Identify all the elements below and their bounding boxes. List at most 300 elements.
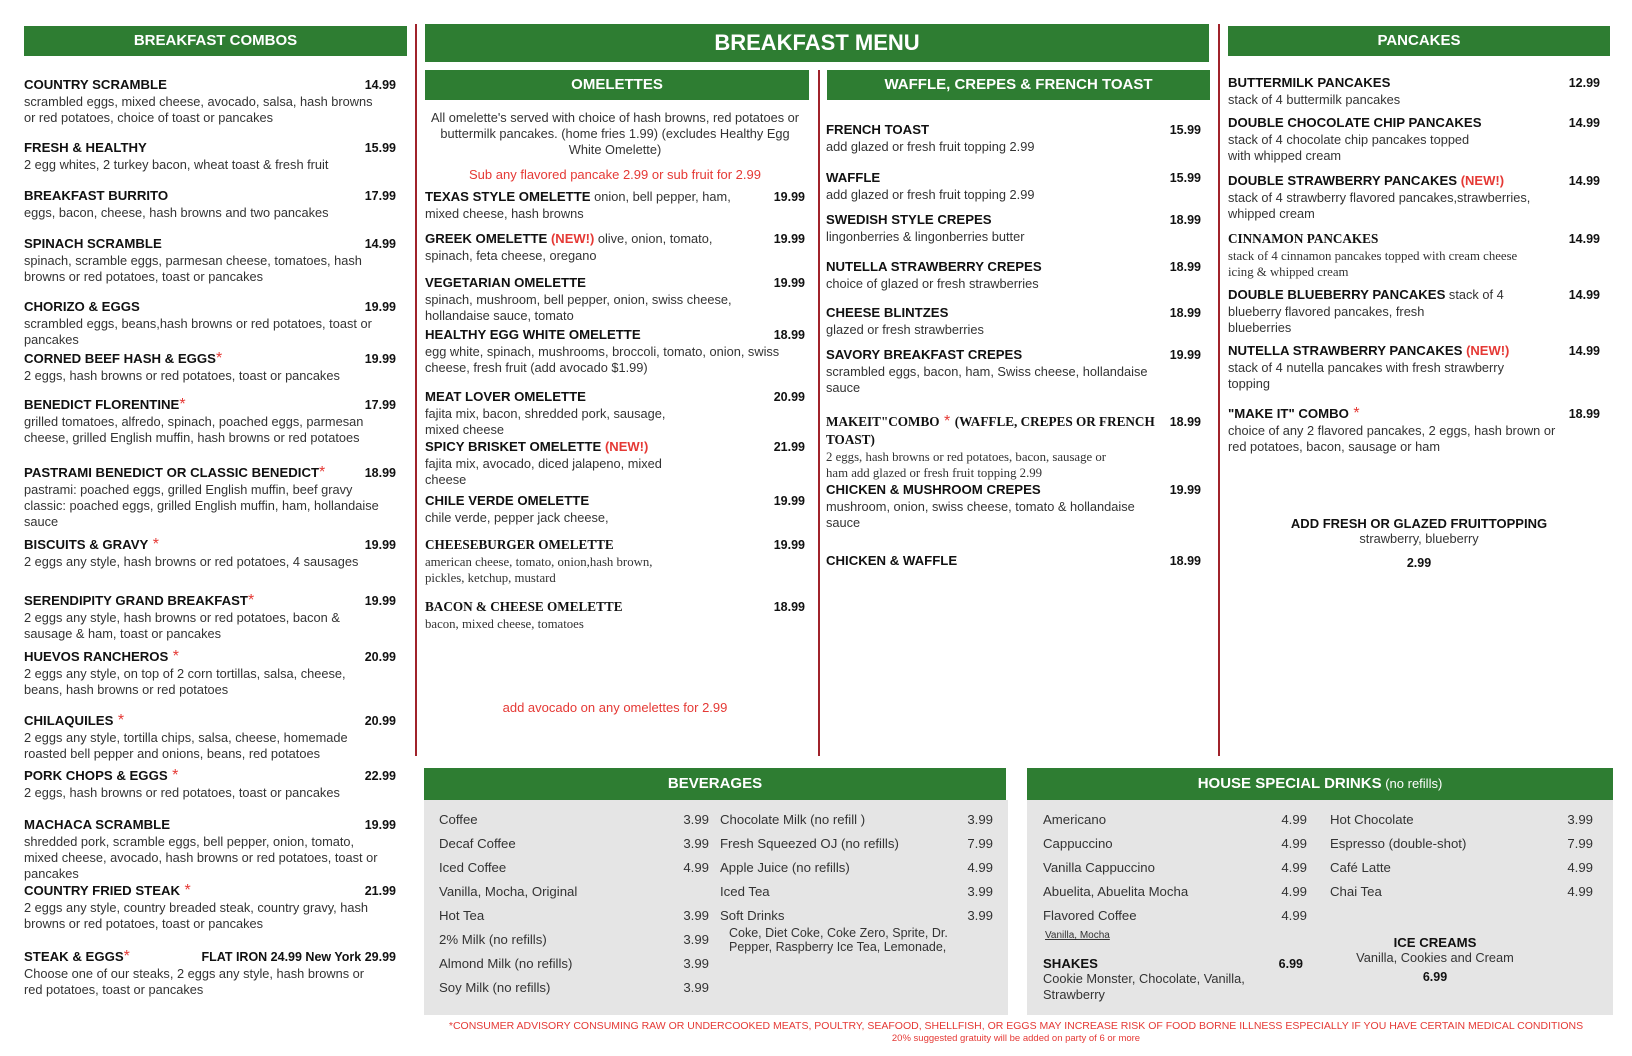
menu-item-desc: add glazed or fresh fruit topping 2.99 xyxy=(826,187,1035,202)
beverage-row xyxy=(439,884,709,899)
beverage-name: Decaf Coffee xyxy=(439,836,516,851)
shakes-name: SHAKES xyxy=(1043,956,1098,971)
menu-item-name: PASTRAMI BENEDICT OR CLASSIC BENEDICT xyxy=(24,465,320,480)
menu-item-desc: add glazed or fresh fruit topping 2.99 xyxy=(826,139,1035,154)
menu-item-star: * xyxy=(319,464,326,481)
menu-item-desc: Choose one of our steaks, 2 eggs any style, hash browns or red potatoes, toast or pancakes xyxy=(24,966,365,997)
menu-item-row xyxy=(24,76,396,94)
menu-item-title xyxy=(1228,342,1509,360)
beverage-row xyxy=(439,812,709,827)
menu-item-price: 20.99 xyxy=(773,390,805,404)
menu-item xyxy=(24,298,396,348)
menu-item-name: HEALTHY EGG WHITE OMELETTE xyxy=(425,327,641,342)
menu-item xyxy=(1228,405,1600,455)
menu-item-price: 19.99 xyxy=(1169,348,1201,362)
menu-item-price: 14.99 xyxy=(1568,288,1600,302)
menu-item-row xyxy=(1228,342,1600,360)
menu-item-name: NUTELLA STRAWBERRY PANCAKES xyxy=(1228,343,1463,358)
menu-item-name: DOUBLE BLUEBERRY PANCAKES xyxy=(1228,287,1446,302)
beverage-name: Flavored Coffee xyxy=(1043,908,1137,923)
menu-item-desc: lingonberries & lingonberries butter xyxy=(826,229,1025,244)
menu-item-price: 15.99 xyxy=(1169,123,1201,137)
menu-item-title xyxy=(24,350,222,368)
menu-item-price: 20.99 xyxy=(364,650,396,664)
beverage-row xyxy=(439,956,709,971)
menu-item-title xyxy=(24,648,179,666)
house-drink-row xyxy=(1330,836,1593,851)
menu-item-title xyxy=(24,76,167,94)
menu-item-name: TEXAS STYLE OMELETTE xyxy=(425,189,591,204)
menu-item-inline: olive, onion, tomato, xyxy=(594,231,713,246)
menu-item-name: WAFFLE xyxy=(826,170,881,185)
house-drink-row xyxy=(1330,812,1593,827)
menu-item-title xyxy=(24,882,191,900)
beverage-row xyxy=(439,908,709,923)
menu-item xyxy=(826,552,1201,570)
menu-item-star: * xyxy=(179,396,186,413)
menu-item-row xyxy=(826,552,1201,570)
menu-item-desc: 2 eggs any style, tortilla chips, salsa, cheese, homemade roasted bell pepper and onions, beans, red potatoes xyxy=(24,730,348,761)
beverage-price: 4.99 xyxy=(1281,884,1307,899)
menu-item-price: 18.99 xyxy=(1169,554,1201,568)
menu-item-desc: 2 eggs any style, hash browns or red potatoes, 4 sausages xyxy=(24,554,359,569)
menu-item-desc: 2 eggs, hash browns or red potatoes, toast or pancakes xyxy=(24,785,340,800)
beverage-name: Almond Milk (no refills) xyxy=(439,956,573,971)
menu-item-star: * xyxy=(215,350,223,367)
omelette-avocado-note: add avocado on any omelettes for 2.99 xyxy=(502,700,728,715)
menu-item-desc: mushroom, onion, swiss cheese, tomato & hollandaise sauce xyxy=(826,499,1135,530)
beverage-name: Apple Juice (no refills) xyxy=(720,860,850,875)
beverage-row xyxy=(720,908,993,923)
beverage-price: 7.99 xyxy=(1567,836,1593,851)
menu-item-row xyxy=(826,304,1201,322)
menu-item-desc: 2 egg whites, 2 turkey bacon, wheat toast & fresh fruit xyxy=(24,157,329,172)
menu-item-title xyxy=(425,492,589,510)
beverage-price: 4.99 xyxy=(1281,860,1307,875)
menu-item-star: * xyxy=(148,536,159,553)
menu-item-desc: mixed cheese, hash browns xyxy=(425,206,584,221)
menu-item-row xyxy=(826,413,1201,449)
menu-item-price: 21.99 xyxy=(364,884,396,898)
menu-item-star: * xyxy=(180,882,191,899)
house-drink-row xyxy=(1330,884,1593,899)
house-drink-row xyxy=(1043,812,1307,827)
menu-item-star: * xyxy=(247,592,255,609)
menu-item-desc: stack of 4 strawberry flavored pancakes,strawberries, whipped cream xyxy=(1228,190,1531,221)
beverage-name: Vanilla Cappuccino xyxy=(1043,860,1155,875)
menu-item-title xyxy=(425,326,641,344)
menu-item-price: 19.99 xyxy=(1169,483,1201,497)
divider-left xyxy=(415,24,417,756)
menu-item-row xyxy=(24,592,396,610)
menu-item-star: * xyxy=(113,712,125,729)
beverage-row xyxy=(720,836,993,851)
menu-item-title xyxy=(826,169,880,187)
menu-item-star: * xyxy=(167,767,179,784)
menu-item-price: 17.99 xyxy=(364,398,396,412)
menu-item-title xyxy=(24,712,124,730)
menu-item-row xyxy=(24,536,396,554)
menu-item-row xyxy=(425,492,805,510)
menu-item-title xyxy=(24,139,147,157)
menu-item-price: 19.99 xyxy=(364,352,396,366)
menu-item-row xyxy=(24,464,396,482)
menu-item-name: BREAKFAST BURRITO xyxy=(24,188,169,203)
menu-item-row xyxy=(1228,230,1600,248)
menu-item-name: CHICKEN & WAFFLE xyxy=(826,553,958,568)
beverage-name: Chai Tea xyxy=(1330,884,1382,899)
beverage-price: 3.99 xyxy=(967,884,993,899)
menu-item-title xyxy=(1228,114,1482,132)
menu-item-price: 19.99 xyxy=(364,538,396,552)
menu-item xyxy=(425,598,805,632)
menu-item-name: SWEDISH STYLE CREPES xyxy=(826,212,992,227)
beverage-row xyxy=(439,860,709,875)
menu-item-desc: chile verde, pepper jack cheese, xyxy=(425,510,609,525)
menu-item xyxy=(826,258,1201,292)
beverage-name: Cappuccino xyxy=(1043,836,1113,851)
beverage-price: 3.99 xyxy=(683,812,709,827)
menu-item xyxy=(24,536,396,570)
divider-right xyxy=(1218,24,1220,756)
menu-item xyxy=(826,481,1201,531)
menu-item xyxy=(24,139,396,173)
menu-item-desc: scrambled eggs, bacon, ham, Swiss cheese, hollandaise sauce xyxy=(826,364,1148,395)
beverage-name: Abuelita, Abuelita Mocha xyxy=(1043,884,1189,899)
menu-title: BREAKFAST MENU xyxy=(425,24,1209,62)
beverage-price: 3.99 xyxy=(967,812,993,827)
menu-item xyxy=(1228,172,1600,222)
menu-item-title xyxy=(24,767,178,785)
menu-item-name: STEAK & EGGS xyxy=(24,949,124,964)
menu-item-name: PORK CHOPS & EGGS xyxy=(24,768,168,783)
menu-item-row xyxy=(826,346,1201,364)
menu-item-price: 17.99 xyxy=(364,189,396,203)
menu-item-star: * xyxy=(168,648,180,665)
menu-item-row xyxy=(425,598,805,616)
menu-item-title xyxy=(1228,74,1390,92)
beverage-row xyxy=(439,932,709,947)
menu-item xyxy=(826,121,1201,155)
menu-item-price: 20.99 xyxy=(364,714,396,728)
menu-item-row xyxy=(24,816,396,834)
menu-item-price: 18.99 xyxy=(1568,407,1600,421)
shakes-price: 6.99 xyxy=(1278,957,1303,971)
menu-item-name: COUNTRY SCRAMBLE xyxy=(24,77,167,92)
menu-item-desc: 2 eggs any style, hash browns or red potatoes, bacon & sausage & ham, toast or pancakes xyxy=(24,610,340,641)
menu-item-name: SPINACH SCRAMBLE xyxy=(24,236,162,251)
menu-item-row xyxy=(24,712,396,730)
menu-item-title xyxy=(1228,230,1378,248)
menu-item-name: BACON & CHEESE OMELETTE xyxy=(425,599,623,614)
menu-item xyxy=(24,350,396,384)
menu-item xyxy=(826,211,1201,245)
menu-item-desc: choice of glazed or fresh strawberries xyxy=(826,276,1039,291)
omelette-sub-note: Sub any flavored pancake 2.99 or sub fruit for 2.99 xyxy=(469,167,761,182)
beverage-price: 3.99 xyxy=(683,932,709,947)
menu-item-desc: 2 eggs, hash browns or red potatoes, bacon, sausage or ham add glazed or fresh fruit topping 2.99 xyxy=(826,450,1107,480)
beverage-name: Iced Coffee xyxy=(439,860,507,875)
menu-item-name: NUTELLA STRAWBERRY CREPES xyxy=(826,259,1042,274)
menu-item xyxy=(24,396,396,446)
fruit-topping-sub: strawberry, blueberry xyxy=(1359,531,1479,546)
menu-item-desc: grilled tomatoes, alfredo, spinach, poached eggs, parmesan cheese, grilled English muffin, hash browns or red potatoes xyxy=(24,414,364,445)
beverage-name: Coffee xyxy=(439,812,478,827)
menu-item-price: 18.99 xyxy=(1169,306,1201,320)
gratuity-note: 20% suggested gratuity will be added on party of 6 or more xyxy=(891,1033,1141,1044)
menu-item-title xyxy=(826,304,948,322)
beverage-name: Fresh Squeezed OJ (no refills) xyxy=(720,836,899,851)
menu-item-price: 18.99 xyxy=(773,328,805,342)
menu-item-name: CHILE VERDE OMELETTE xyxy=(425,493,590,508)
menu-item xyxy=(826,169,1201,203)
omelette-intro: All omelette's served with choice of hash browns, red potatoes or buttermilk pancakes. (home fries 1.99) (excludes Healthy Egg White Omelette) xyxy=(430,110,800,157)
menu-item-row xyxy=(826,169,1201,187)
menu-item-desc: 2 eggs any style, country breaded steak, country gravy, hash browns or red potatoes, toast or pancakes xyxy=(24,900,369,931)
beverage-row xyxy=(720,884,993,899)
menu-item-price: 19.99 xyxy=(773,276,805,290)
menu-item-desc: shredded pork, scramble eggs, bell pepper, onion, tomato, mixed cheese, avocado, hash browns or red potatoes, toast or pancakes xyxy=(24,834,378,881)
menu-item-new-tag: (NEW!) xyxy=(601,439,649,454)
ice-creams-price: 6.99 xyxy=(1422,970,1448,984)
menu-item-title xyxy=(24,235,162,253)
menu-item xyxy=(425,230,805,264)
menu-item-desc: pastrami: poached eggs, grilled English muffin, beef gravy classic: poached eggs, grilled English muffin, ham, hollandaise sauce xyxy=(24,482,379,529)
menu-item-price: 14.99 xyxy=(1568,174,1600,188)
menu-item-name: MEAT LOVER OMELETTE xyxy=(425,389,586,404)
menu-item-price: 15.99 xyxy=(364,141,396,155)
menu-item-desc: glazed or fresh strawberries xyxy=(826,322,984,337)
menu-item xyxy=(826,346,1201,396)
house-drink-row xyxy=(1043,860,1307,875)
menu-item-name: SERENDIPITY GRAND BREAKFAST xyxy=(24,593,248,608)
menu-item-price: 19.99 xyxy=(773,494,805,508)
shakes xyxy=(1043,956,1303,1003)
menu-item-row xyxy=(24,187,396,205)
beverage-price: 3.99 xyxy=(683,908,709,923)
menu-item-name: CHEESE BLINTZES xyxy=(826,305,949,320)
menu-item-title xyxy=(1228,405,1360,423)
menu-item-name: HUEVOS RANCHEROS xyxy=(24,649,169,664)
beverage-price: 3.99 xyxy=(683,956,709,971)
consumer-advisory: *CONSUMER ADVISORY CONSUMING RAW OR UNDERCOOKED MEATS, POULTRY, SEAFOOD, SHELLFISH, OR EGGS MAY INCREASE RISK OF FOOD BORNE ILLNESS ESPECIALLY IF YOU HAVE CERTAIN MEDICAL CONDITIONS xyxy=(448,1020,1584,1032)
menu-item xyxy=(24,464,396,530)
waffles-header: WAFFLE, CREPES & FRENCH TOAST xyxy=(827,70,1210,100)
house-drink-row xyxy=(1043,836,1307,851)
shakes-desc: Cookie Monster, Chocolate, Vanilla, Strawberry xyxy=(1043,971,1245,1002)
house-drink-row xyxy=(1043,884,1307,899)
menu-item-price: 18.99 xyxy=(364,466,396,480)
menu-item-row xyxy=(1228,74,1600,92)
menu-item-name: MAKEIT"COMBO xyxy=(826,414,940,429)
house-drink-row xyxy=(1043,908,1307,923)
menu-item-title xyxy=(24,187,168,205)
menu-item xyxy=(425,492,805,526)
menu-item-desc: stack of 4 cinnamon pancakes topped with cream cheese icing & whipped cream xyxy=(1228,249,1518,279)
menu-item-desc: eggs, bacon, cheese, hash browns and two pancakes xyxy=(24,205,329,220)
menu-item-price: 18.99 xyxy=(1169,213,1201,227)
menu-item xyxy=(425,274,805,324)
menu-item-price: 22.99 xyxy=(364,769,396,783)
menu-item-price: FLAT IRON 24.99 New York 29.99 xyxy=(201,950,396,964)
menu-item-name: CHORIZO & EGGS xyxy=(24,299,140,314)
beverage-name: Café Latte xyxy=(1330,860,1391,875)
beverage-name: Chocolate Milk (no refill ) xyxy=(720,812,866,827)
menu-item-row xyxy=(24,767,396,785)
beverage-price: 3.99 xyxy=(683,980,709,995)
beverage-price: 7.99 xyxy=(967,836,993,851)
beverage-row xyxy=(720,860,993,875)
soft-drinks-desc: Coke, Diet Coke, Coke Zero, Sprite, Dr. Pepper, Raspberry Ice Tea, Lemonade, xyxy=(729,926,948,954)
menu-item-price: 14.99 xyxy=(1568,344,1600,358)
menu-item-row xyxy=(425,438,805,456)
menu-item-title xyxy=(425,230,712,248)
beverage-name: Espresso (double-shot) xyxy=(1330,836,1467,851)
menu-item xyxy=(24,76,396,126)
menu-item-desc: scrambled eggs, beans,hash browns or red potatoes, toast or pancakes xyxy=(24,316,372,347)
menu-item-row xyxy=(1228,114,1600,132)
menu-item-desc: spinach, scramble eggs, parmesan cheese, tomatoes, hash browns or red potatoes, toast or pancakes xyxy=(24,253,362,284)
menu-item xyxy=(425,188,805,222)
menu-item-desc: stack of 4 buttermilk pancakes xyxy=(1228,92,1401,107)
menu-item-desc: american cheese, tomato, onion,hash brown, pickles, ketchup, mustard xyxy=(425,555,653,585)
beverage-price: 4.99 xyxy=(1567,884,1593,899)
menu-item-title xyxy=(826,211,992,229)
menu-item-desc: stack of 4 nutella pancakes with fresh strawberry topping xyxy=(1228,360,1504,391)
beverage-price: 3.99 xyxy=(967,908,993,923)
menu-item-new-tag: (NEW!) xyxy=(547,231,595,246)
menu-item-title xyxy=(425,438,648,456)
menu-item-desc: 2 eggs any style, on top of 2 corn tortillas, salsa, cheese, beans, hash browns or red potatoes xyxy=(24,666,346,697)
menu-item-name: FRESH & HEALTHY xyxy=(24,140,147,155)
house-special-subtitle: (no refills) xyxy=(1381,776,1443,791)
menu-item-price: 14.99 xyxy=(364,78,396,92)
menu-item-title xyxy=(425,598,622,616)
menu-item-price: 19.99 xyxy=(773,232,805,246)
ice-creams xyxy=(1335,935,1535,984)
beverage-name: 2% Milk (no refills) xyxy=(439,932,547,947)
menu-item-name: DOUBLE CHOCOLATE CHIP PANCAKES xyxy=(1228,115,1482,130)
menu-item-title xyxy=(24,464,325,482)
menu-item-title xyxy=(24,592,254,610)
menu-item-price: 19.99 xyxy=(773,538,805,552)
menu-item-price: 14.99 xyxy=(1568,232,1600,246)
menu-item xyxy=(425,536,805,586)
beverage-name: Vanilla, Mocha, Original xyxy=(439,884,578,899)
menu-item-row xyxy=(826,211,1201,229)
ice-creams-name: ICE CREAMS xyxy=(1393,935,1477,950)
menu-item-name: BISCUITS & GRAVY xyxy=(24,537,149,552)
menu-item-title xyxy=(826,413,1170,449)
menu-item-row xyxy=(1228,172,1600,190)
menu-item-row xyxy=(24,396,396,414)
menu-item-desc: fajita mix, bacon, shredded pork, sausage, mixed cheese xyxy=(425,406,666,437)
menu-item-title xyxy=(24,396,186,414)
menu-item-name: "MAKE IT" COMBO xyxy=(1228,406,1349,421)
menu-item-title xyxy=(1228,286,1504,304)
menu-item xyxy=(1228,74,1600,108)
beverages-header: BEVERAGES xyxy=(424,768,1006,800)
menu-item-row xyxy=(425,274,805,292)
menu-item xyxy=(826,413,1201,481)
menu-item xyxy=(24,592,396,642)
menu-item xyxy=(24,882,396,932)
menu-item xyxy=(1228,286,1600,336)
house-special-title: HOUSE SPECIAL DRINKS xyxy=(1197,775,1382,792)
menu-item xyxy=(1228,114,1600,164)
menu-item-row xyxy=(24,298,396,316)
menu-item-row xyxy=(425,536,805,554)
menu-item-row xyxy=(425,188,805,206)
menu-item-name: COUNTRY FRIED STEAK xyxy=(24,883,181,898)
menu-item-name: SAVORY BREAKFAST CREPES xyxy=(826,347,1023,362)
beverage-row xyxy=(439,980,709,995)
menu-item-price: 19.99 xyxy=(364,594,396,608)
menu-item xyxy=(425,326,805,376)
menu-item-title xyxy=(24,816,170,834)
menu-item xyxy=(24,235,396,285)
menu-item-name: VEGETARIAN OMELETTE xyxy=(425,275,586,290)
menu-item-title xyxy=(1228,172,1504,190)
beverage-price: 4.99 xyxy=(1281,836,1307,851)
menu-item-star: * xyxy=(123,948,130,965)
flavored-coffee-note: Vanilla, Mocha xyxy=(1045,930,1110,941)
house-drink-row xyxy=(1330,860,1593,875)
menu-item-name: CHICKEN & MUSHROOM CREPES xyxy=(826,482,1041,497)
menu-item-name: CHEESEBURGER OMELETTE xyxy=(425,537,614,552)
menu-item xyxy=(826,304,1201,338)
beverage-name: Hot Tea xyxy=(439,908,485,923)
menu-item-name: FRENCH TOAST xyxy=(826,122,930,137)
menu-item-title xyxy=(425,388,586,406)
menu-item-name: CHILAQUILES xyxy=(24,713,114,728)
menu-item-price: 19.99 xyxy=(364,818,396,832)
beverage-name: Iced Tea xyxy=(720,884,770,899)
menu-item-desc: spinach, mushroom, bell pepper, onion, swiss cheese, hollandaise sauce, tomato xyxy=(425,292,732,323)
menu-item-row xyxy=(425,230,805,248)
menu-item xyxy=(1228,342,1600,392)
fruit-topping-price: 2.99 xyxy=(1406,556,1432,570)
menu-item-title xyxy=(826,346,1022,364)
menu-item-price: 19.99 xyxy=(364,300,396,314)
menu-item-name: SPICY BRISKET OMELETTE xyxy=(425,439,602,454)
menu-item-price: 12.99 xyxy=(1568,76,1600,90)
beverage-name: Soft Drinks xyxy=(720,908,785,923)
beverage-price: 4.99 xyxy=(1281,812,1307,827)
menu-item-desc: choice of any 2 flavored pancakes, 2 eggs, hash brown or red potatoes, bacon, sausage or ham xyxy=(1228,423,1556,454)
menu-item-title xyxy=(24,948,130,966)
menu-item-desc: fajita mix, avocado, diced jalapeno, mixed cheese xyxy=(425,456,662,487)
menu-item-row xyxy=(1228,286,1600,304)
menu-item-desc: 2 eggs, hash browns or red potatoes, toast or pancakes xyxy=(24,368,340,383)
menu-item-row xyxy=(826,481,1201,499)
menu-item-title xyxy=(826,481,1041,499)
menu-item xyxy=(24,948,396,998)
menu-item xyxy=(24,648,396,698)
menu-item-desc: egg white, spinach, mushrooms, broccoli, tomato, onion, swiss cheese, fresh fruit (add avocado $1.99) xyxy=(425,344,780,375)
breakfast-combos-header: BREAKFAST COMBOS xyxy=(24,26,407,56)
menu-item-title xyxy=(425,274,586,292)
menu-item-row xyxy=(425,388,805,406)
menu-item-price: 15.99 xyxy=(1169,171,1201,185)
menu-item-new-tag: (NEW!) xyxy=(1462,343,1510,358)
menu-item-extra: (WAFFLE, CREPES OR FRENCH TOAST) xyxy=(826,414,1155,447)
menu-item-new-tag: (NEW!) xyxy=(1457,173,1505,188)
menu-item-name: BENEDICT FLORENTINE xyxy=(24,397,180,412)
menu-item-inline: stack of 4 xyxy=(1445,287,1504,302)
menu-item-row xyxy=(826,258,1201,276)
beverage-price: 3.99 xyxy=(683,836,709,851)
